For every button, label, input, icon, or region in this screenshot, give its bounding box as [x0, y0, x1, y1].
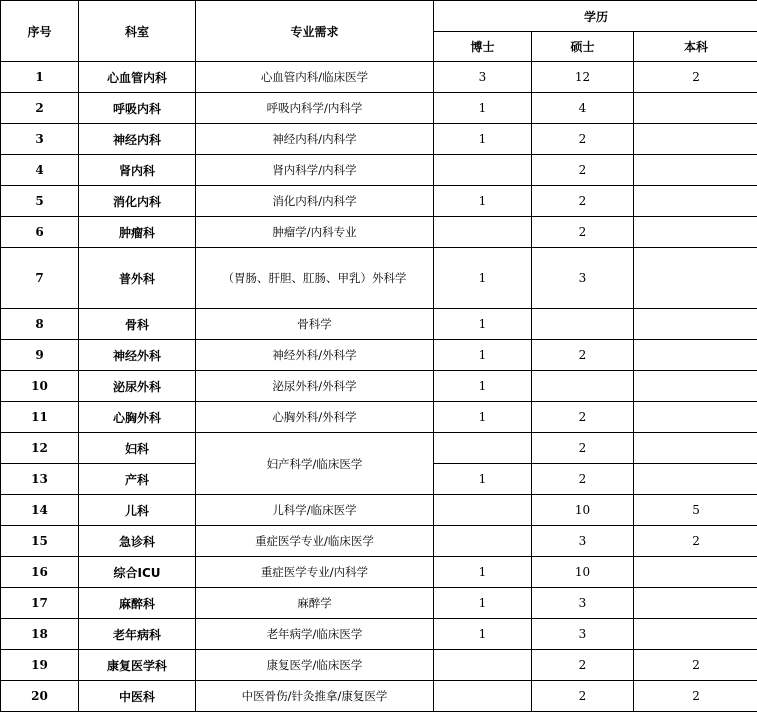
table-row: [1, 248, 757, 309]
seq-cell: 9: [1, 340, 79, 371]
table-row: [1, 371, 757, 402]
bachelor-cell: [634, 588, 757, 619]
bachelor-cell: [634, 93, 757, 124]
phd-cell: [434, 217, 532, 248]
dept-cell: 中医科: [79, 681, 196, 712]
major-cell: 重症医学专业/临床医学: [196, 526, 434, 557]
phd-cell: 1: [434, 371, 532, 402]
dept-cell: 肾内科: [79, 155, 196, 186]
major-cell: 重症医学专业/内科学: [196, 557, 434, 588]
phd-cell: 1: [434, 93, 532, 124]
bachelor-cell: [634, 186, 757, 217]
major-cell: 泌尿外科/外科学: [196, 371, 434, 402]
master-cell: 2: [532, 681, 634, 712]
table-row: [1, 650, 757, 681]
master-cell: [532, 371, 634, 402]
master-cell: 2: [532, 217, 634, 248]
major-cell: 神经内科/内科学: [196, 124, 434, 155]
seq-cell: 4: [1, 155, 79, 186]
major-cell: 中医骨伤/针灸推拿/康复医学: [196, 681, 434, 712]
header-master: 硕士: [532, 32, 634, 62]
major-cell: 妇产科学/临床医学: [196, 433, 434, 495]
dept-cell: 妇科: [79, 433, 196, 464]
phd-cell: 1: [434, 340, 532, 371]
table-row: [1, 588, 757, 619]
bachelor-cell: [634, 433, 757, 464]
bachelor-cell: [634, 557, 757, 588]
phd-cell: 3: [434, 62, 532, 93]
major-cell: 老年病学/临床医学: [196, 619, 434, 650]
seq-cell: 20: [1, 681, 79, 712]
bachelor-cell: [634, 402, 757, 433]
major-cell: 康复医学/临床医学: [196, 650, 434, 681]
seq-cell: 19: [1, 650, 79, 681]
bachelor-cell: 2: [634, 62, 757, 93]
major-cell: 呼吸内科学/内科学: [196, 93, 434, 124]
table-row: [1, 93, 757, 124]
phd-cell: [434, 681, 532, 712]
phd-cell: 1: [434, 464, 532, 495]
header-row-1: [1, 1, 757, 32]
master-cell: 2: [532, 402, 634, 433]
seq-cell: 18: [1, 619, 79, 650]
seq-cell: 5: [1, 186, 79, 217]
master-cell: 3: [532, 526, 634, 557]
dept-cell: 儿科: [79, 495, 196, 526]
phd-cell: [434, 495, 532, 526]
phd-cell: [434, 650, 532, 681]
table-row: [1, 217, 757, 248]
phd-cell: [434, 155, 532, 186]
dept-cell: 心胸外科: [79, 402, 196, 433]
seq-cell: 11: [1, 402, 79, 433]
bachelor-cell: [634, 340, 757, 371]
dept-cell: 神经内科: [79, 124, 196, 155]
header-education: 学历: [434, 1, 757, 32]
major-cell: 肿瘤学/内科专业: [196, 217, 434, 248]
seq-cell: 15: [1, 526, 79, 557]
dept-cell: 老年病科: [79, 619, 196, 650]
major-cell: 心血管内科/临床医学: [196, 62, 434, 93]
master-cell: 2: [532, 464, 634, 495]
dept-cell: 普外科: [79, 248, 196, 309]
table-row: [1, 557, 757, 588]
major-cell: 消化内科/内科学: [196, 186, 434, 217]
bachelor-cell: 2: [634, 526, 757, 557]
dept-cell: 神经外科: [79, 340, 196, 371]
major-cell: （胃肠、肝胆、肛肠、甲乳）外科学: [196, 248, 434, 309]
bachelor-cell: 5: [634, 495, 757, 526]
dept-cell: 呼吸内科: [79, 93, 196, 124]
table-body: [1, 62, 757, 712]
master-cell: 12: [532, 62, 634, 93]
dept-cell: 肿瘤科: [79, 217, 196, 248]
header-major: 专业需求: [196, 1, 434, 62]
phd-cell: 1: [434, 402, 532, 433]
master-cell: 4: [532, 93, 634, 124]
table-row: [1, 526, 757, 557]
seq-cell: 7: [1, 248, 79, 309]
table-row: [1, 433, 757, 464]
master-cell: 3: [532, 588, 634, 619]
seq-cell: 12: [1, 433, 79, 464]
major-cell: 儿科学/临床医学: [196, 495, 434, 526]
major-cell: 骨科学: [196, 309, 434, 340]
seq-cell: 16: [1, 557, 79, 588]
phd-cell: 1: [434, 588, 532, 619]
bachelor-cell: 2: [634, 650, 757, 681]
master-cell: 3: [532, 619, 634, 650]
table-row: [1, 495, 757, 526]
major-cell: 心胸外科/外科学: [196, 402, 434, 433]
seq-cell: 6: [1, 217, 79, 248]
dept-cell: 消化内科: [79, 186, 196, 217]
dept-cell: 综合ICU: [79, 557, 196, 588]
table-row: [1, 619, 757, 650]
table-row: [1, 402, 757, 433]
dept-cell: 麻醉科: [79, 588, 196, 619]
table-row: [1, 340, 757, 371]
phd-cell: 1: [434, 248, 532, 309]
major-cell: 麻醉学: [196, 588, 434, 619]
bachelor-cell: [634, 155, 757, 186]
phd-cell: 1: [434, 186, 532, 217]
header-dept: 科室: [79, 1, 196, 62]
seq-cell: 13: [1, 464, 79, 495]
master-cell: 2: [532, 155, 634, 186]
bachelor-cell: 2: [634, 681, 757, 712]
dept-cell: 产科: [79, 464, 196, 495]
dept-cell: 心血管内科: [79, 62, 196, 93]
bachelor-cell: [634, 464, 757, 495]
master-cell: 2: [532, 433, 634, 464]
major-cell: 肾内科学/内科学: [196, 155, 434, 186]
seq-cell: 14: [1, 495, 79, 526]
seq-cell: 3: [1, 124, 79, 155]
master-cell: 2: [532, 340, 634, 371]
header-phd: 博士: [434, 32, 532, 62]
dept-cell: 骨科: [79, 309, 196, 340]
dept-cell: 泌尿外科: [79, 371, 196, 402]
master-cell: 10: [532, 495, 634, 526]
phd-cell: [434, 526, 532, 557]
seq-cell: 8: [1, 309, 79, 340]
master-cell: 2: [532, 186, 634, 217]
table-row: [1, 155, 757, 186]
table-row: [1, 681, 757, 712]
table-row: [1, 124, 757, 155]
header-seq: 序号: [1, 1, 79, 62]
phd-cell: [434, 433, 532, 464]
bachelor-cell: [634, 248, 757, 309]
bachelor-cell: [634, 619, 757, 650]
bachelor-cell: [634, 371, 757, 402]
seq-cell: 17: [1, 588, 79, 619]
phd-cell: 1: [434, 557, 532, 588]
table-row: [1, 62, 757, 93]
seq-cell: 10: [1, 371, 79, 402]
header-bachelor: 本科: [634, 32, 757, 62]
phd-cell: 1: [434, 619, 532, 650]
phd-cell: 1: [434, 309, 532, 340]
seq-cell: 1: [1, 62, 79, 93]
master-cell: 2: [532, 650, 634, 681]
seq-cell: 2: [1, 93, 79, 124]
bachelor-cell: [634, 217, 757, 248]
master-cell: 10: [532, 557, 634, 588]
bachelor-cell: [634, 309, 757, 340]
dept-cell: 急诊科: [79, 526, 196, 557]
table-row: [1, 309, 757, 340]
master-cell: 2: [532, 124, 634, 155]
table-row: [1, 186, 757, 217]
major-cell: 神经外科/外科学: [196, 340, 434, 371]
dept-cell: 康复医学科: [79, 650, 196, 681]
master-cell: 3: [532, 248, 634, 309]
bachelor-cell: [634, 124, 757, 155]
master-cell: [532, 309, 634, 340]
phd-cell: 1: [434, 124, 532, 155]
